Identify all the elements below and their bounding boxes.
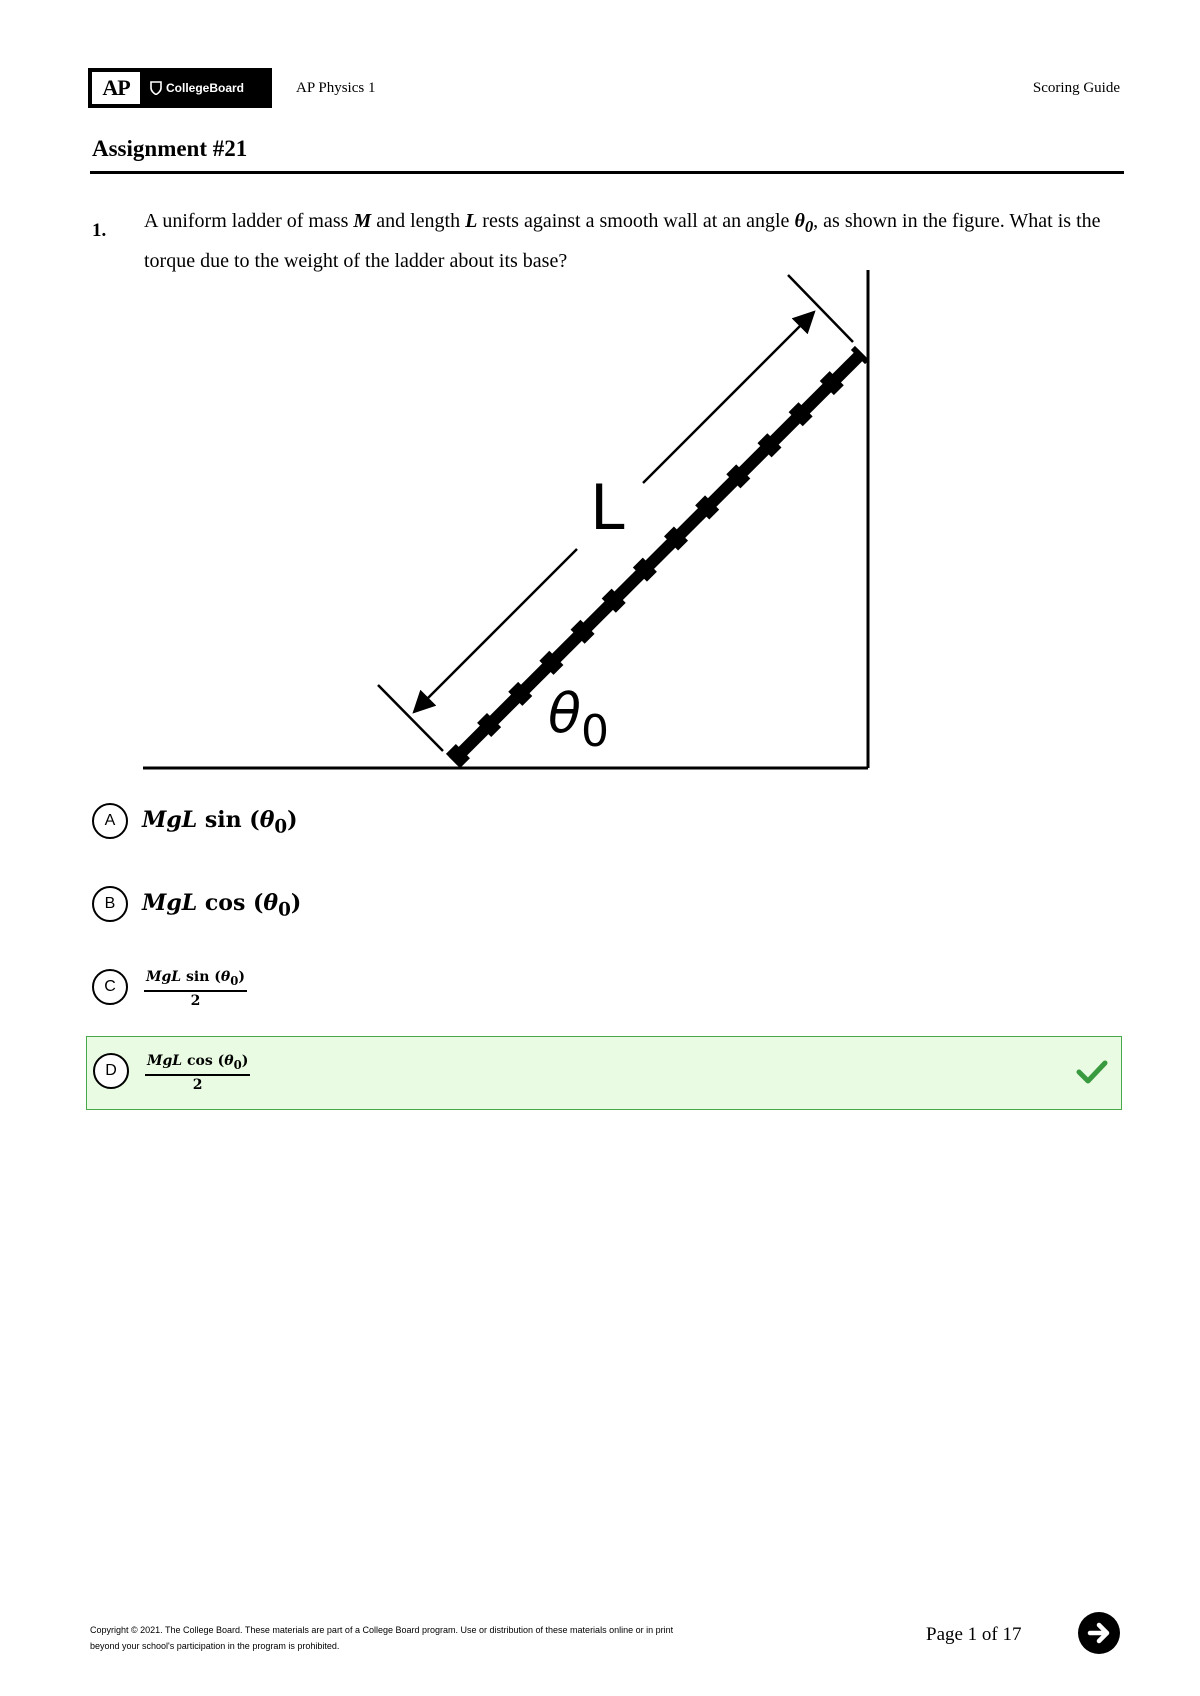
option-expression: MgL $\cos (\theta_0)$ — [142, 890, 302, 921]
collegeboard-logo — [150, 81, 244, 95]
answer-option-c[interactable] — [86, 953, 1122, 1027]
answer-option-b[interactable] — [86, 870, 1122, 944]
ap-logo-text: AP — [92, 72, 140, 104]
fraction-numerator: MgL $\cos (\theta_0)$ — [145, 1053, 250, 1076]
ladder — [453, 353, 862, 761]
option-fraction — [144, 969, 247, 1009]
question-number: 1. — [92, 220, 107, 241]
collegeboard-logo-text: CollegeBoard — [166, 81, 245, 95]
fraction-denominator: 2 — [190, 992, 201, 1009]
ap-collegeboard-logo — [88, 68, 272, 108]
fraction-denominator: 2 — [192, 1076, 203, 1093]
copyright-line: beyond your school's participation in the program is prohibited. — [90, 1641, 340, 1651]
angle-label: $\theta_0$ — [548, 682, 610, 757]
dimension-tick-top — [788, 275, 853, 342]
option-fraction — [145, 1053, 250, 1093]
question-text-part: and length — [371, 210, 466, 232]
next-page-button[interactable] — [1078, 1612, 1120, 1654]
acorn-shield-icon — [150, 81, 162, 95]
page-indicator: Page 1 of 17 — [926, 1624, 1022, 1645]
mass-variable: M — [353, 210, 372, 232]
option-bubble[interactable]: C — [92, 969, 128, 1005]
assignment-title: Assignment #21 — [92, 136, 248, 161]
answer-option-a[interactable] — [86, 787, 1122, 861]
dimension-tick-bottom — [378, 685, 443, 751]
length-label: L — [590, 471, 625, 544]
header-divider — [90, 171, 1124, 174]
copyright-line: Copyright © 2021. The College Board. These materials are part of a College Board program. Use or distribution of these materials online or in print — [90, 1625, 674, 1635]
option-bubble[interactable]: A — [92, 803, 128, 839]
dimension-arrow-upper — [643, 312, 814, 483]
answer-option-d[interactable] — [86, 1036, 1122, 1110]
question-text-part: , as shown in the figure. What is the torque due to the weight of the ladder about its base? — [144, 210, 1101, 272]
option-expression: MgL $\sin (\theta_0)$ — [142, 807, 298, 838]
document-type: Scoring Guide — [1032, 80, 1120, 96]
length-variable: L — [465, 210, 478, 232]
question-text-part: rests against a smooth wall at an angle — [477, 210, 795, 232]
arrow-right-circle-icon — [1084, 1618, 1114, 1648]
option-bubble[interactable]: D — [93, 1053, 129, 1089]
option-bubble[interactable]: B — [92, 886, 128, 922]
ladder-figure — [140, 266, 880, 776]
course-name: AP Physics 1 — [296, 80, 376, 96]
angle-variable: $\theta_0$ — [794, 210, 814, 236]
question-text-part: A uniform ladder of mass — [144, 210, 354, 232]
copyright-notice — [90, 1622, 750, 1654]
checkmark-icon — [1075, 1055, 1109, 1089]
fraction-numerator: MgL $\sin (\theta_0)$ — [144, 969, 247, 992]
